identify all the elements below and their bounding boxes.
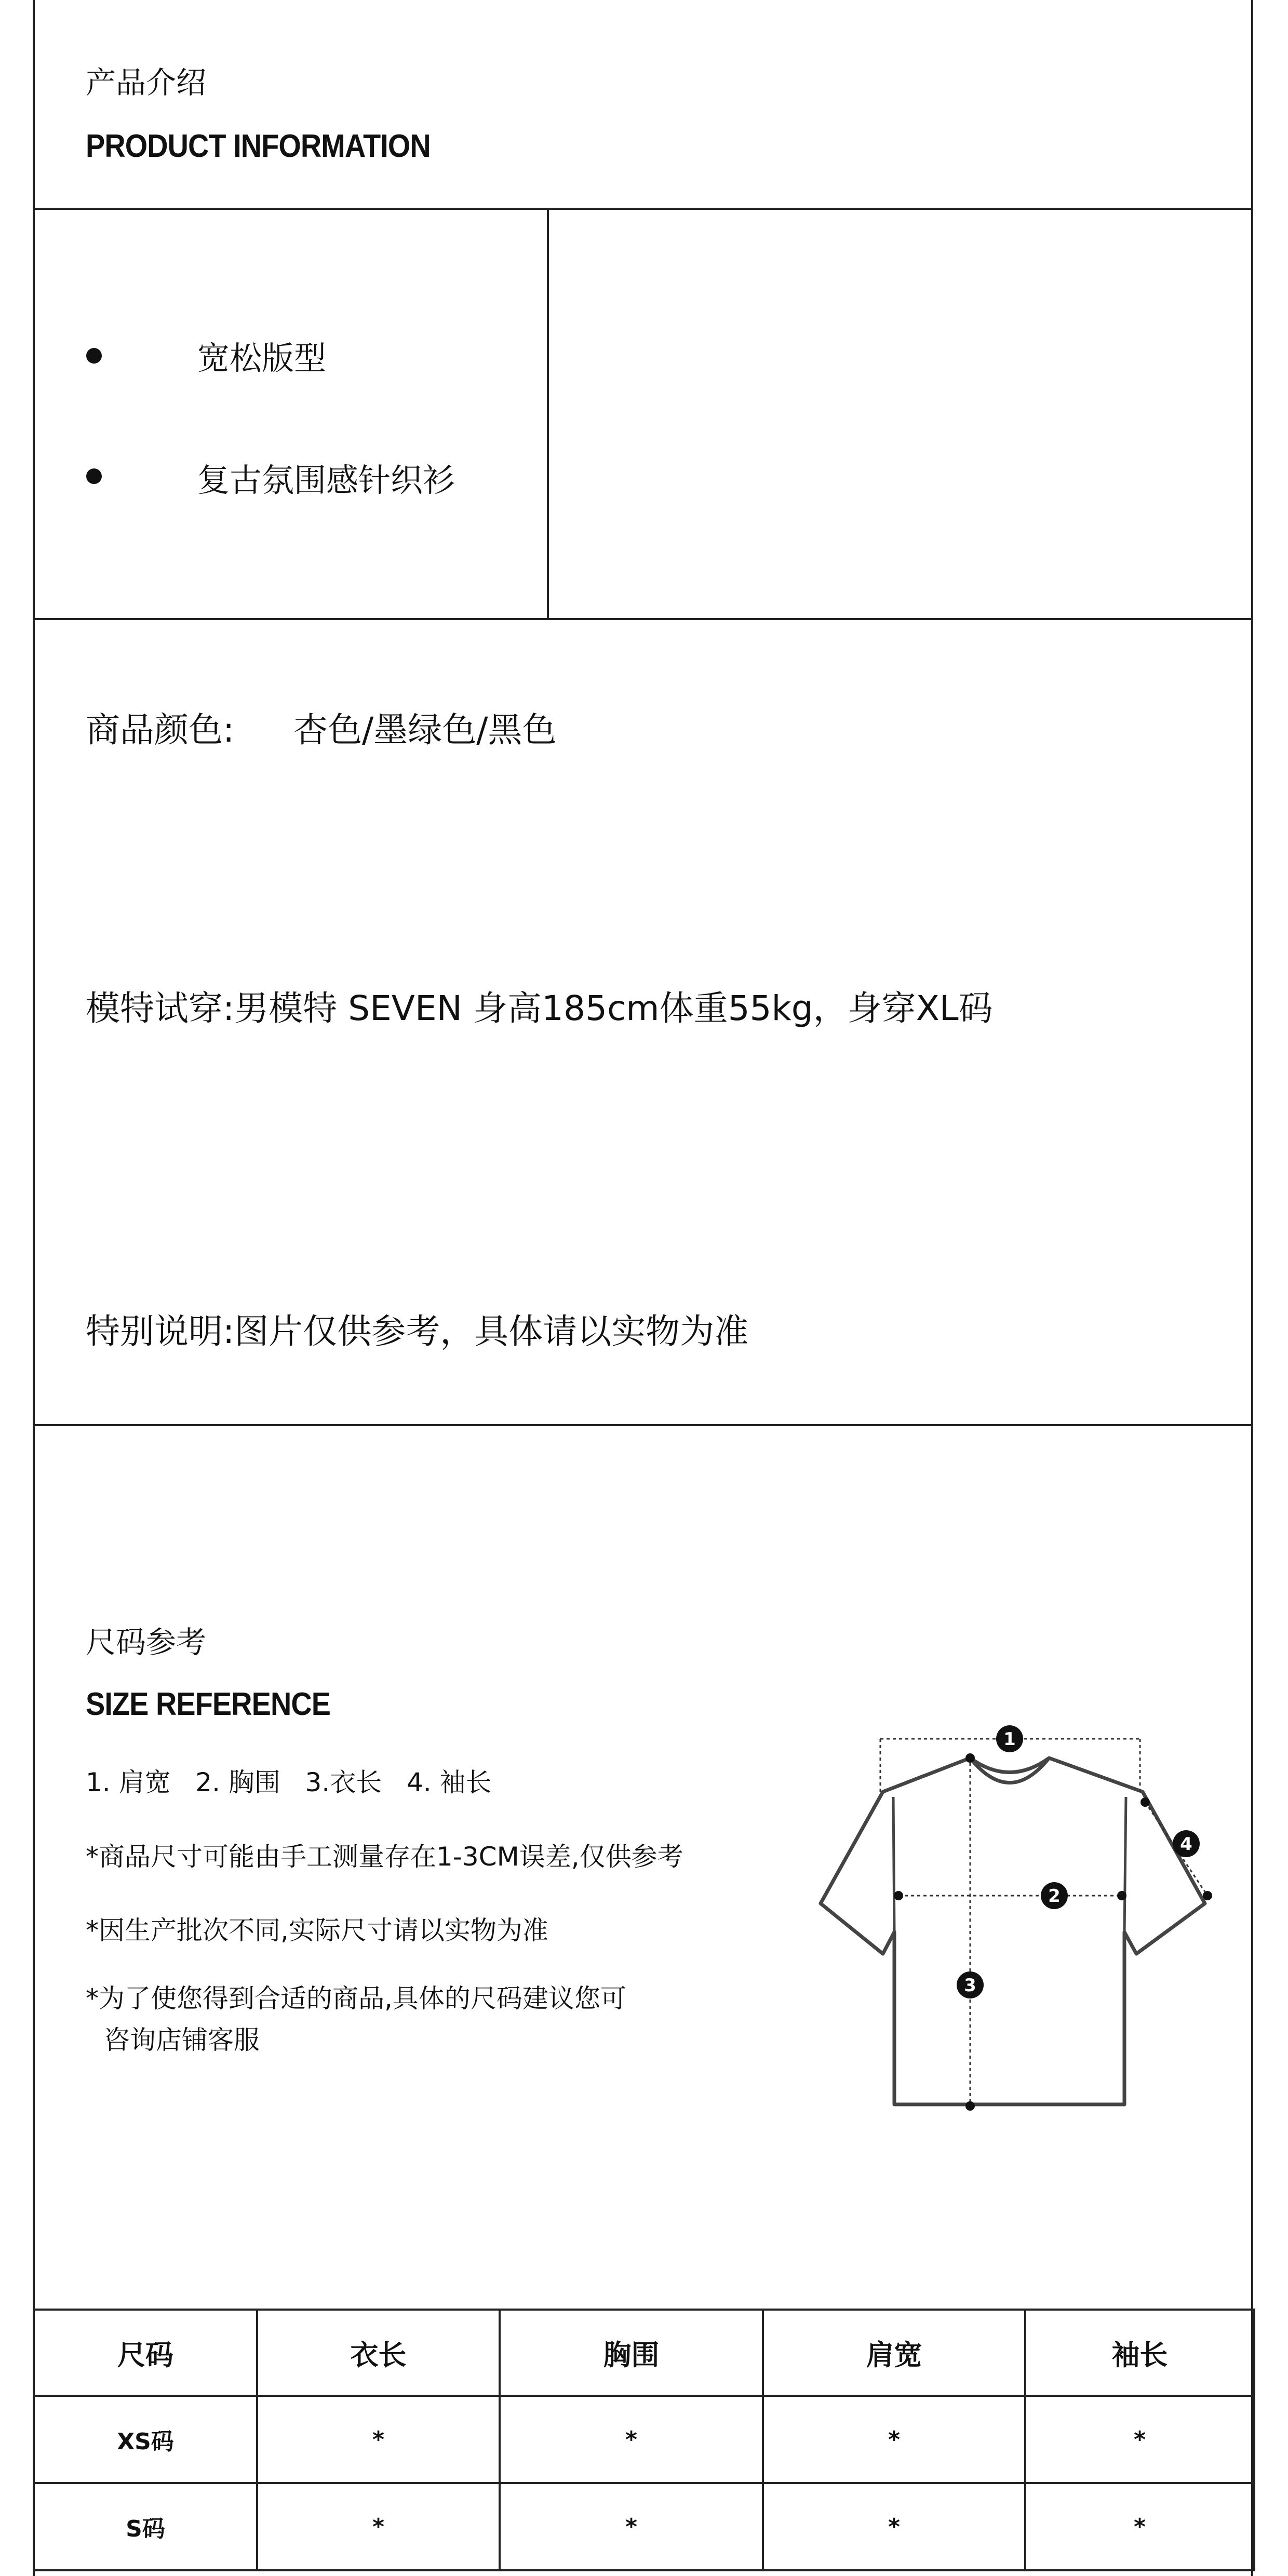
- table-cell: *: [763, 2483, 1025, 2570]
- size-note: *为了使您得到合适的商品,具体的尺码建议您可: [86, 1983, 626, 2014]
- marker-label: 2: [1048, 1886, 1061, 1907]
- divider: [33, 618, 1253, 620]
- table-cell: *: [500, 2396, 763, 2483]
- tshirt-outline: [821, 1758, 1205, 2104]
- page-frame: [33, 0, 1253, 2576]
- measurement-guides: [880, 1739, 1208, 2106]
- marker-1: [996, 1725, 1023, 1752]
- divider: [33, 208, 1253, 210]
- table-cell: *: [1025, 2396, 1254, 2483]
- size-note: *因生产批次不同,实际尺寸请以实物为准: [86, 1915, 548, 1946]
- table-cell: *: [1025, 2483, 1254, 2570]
- special-note: 特别说明:图片仅供参考，具体请以实物为准: [86, 1311, 749, 1351]
- feature-item: 宽松版型: [197, 339, 327, 377]
- table-cell: XS码: [34, 2396, 257, 2483]
- size-reference-title-cn: 尺码参考: [86, 1625, 207, 1660]
- product-info-title-en: PRODUCT INFORMATION: [86, 128, 431, 164]
- header-chest: 胸围: [500, 2310, 763, 2396]
- measurement-key: 1. 肩宽 2. 胸围 3.衣长 4. 袖长: [86, 1767, 492, 1797]
- marker-2: [1041, 1882, 1068, 1909]
- table-row: [34, 2396, 1254, 2483]
- feature-item: 复古氛围感针织衫: [197, 461, 455, 499]
- size-note: *商品尺寸可能由手工测量存在1-3CM误差,仅供参考: [86, 1842, 683, 1872]
- tshirt-measurement-diagram: [810, 1714, 1226, 2124]
- table-cell: S码: [34, 2483, 257, 2570]
- header-length: 衣长: [257, 2310, 500, 2396]
- size-reference-title-en: SIZE REFERENCE: [86, 1686, 331, 1722]
- table-header-row: [34, 2310, 1254, 2396]
- color-value: 杏色/墨绿色/黑色: [293, 710, 557, 750]
- table-row: [34, 2483, 1254, 2570]
- header-shoulder: 肩宽: [763, 2310, 1025, 2396]
- product-info-title-cn: 产品介绍: [86, 65, 207, 100]
- bullet-icon: [86, 468, 102, 484]
- bullet-icon: [86, 348, 102, 364]
- table-cell: *: [500, 2483, 763, 2570]
- marker-label: 1: [1003, 1729, 1016, 1750]
- marker-3: [957, 1971, 984, 1998]
- header-size: 尺码: [34, 2310, 257, 2396]
- table-cell: *: [257, 2483, 500, 2570]
- marker-label: 4: [1180, 1834, 1192, 1855]
- feature-column-divider: [547, 209, 549, 619]
- color-label: 商品颜色:: [86, 710, 235, 750]
- size-note: 咨询店铺客服: [104, 2025, 260, 2055]
- model-fit-text: 模特试穿:男模特 SEVEN 身高185cm体重55kg，身穿XL码: [86, 988, 993, 1028]
- size-table: [33, 2309, 1255, 2571]
- table-cell: *: [257, 2396, 500, 2483]
- table-cell: *: [763, 2396, 1025, 2483]
- divider: [33, 1424, 1253, 1426]
- header-sleeve: 袖长: [1025, 2310, 1254, 2396]
- marker-4: [1173, 1830, 1200, 1857]
- marker-label: 3: [964, 1975, 976, 1996]
